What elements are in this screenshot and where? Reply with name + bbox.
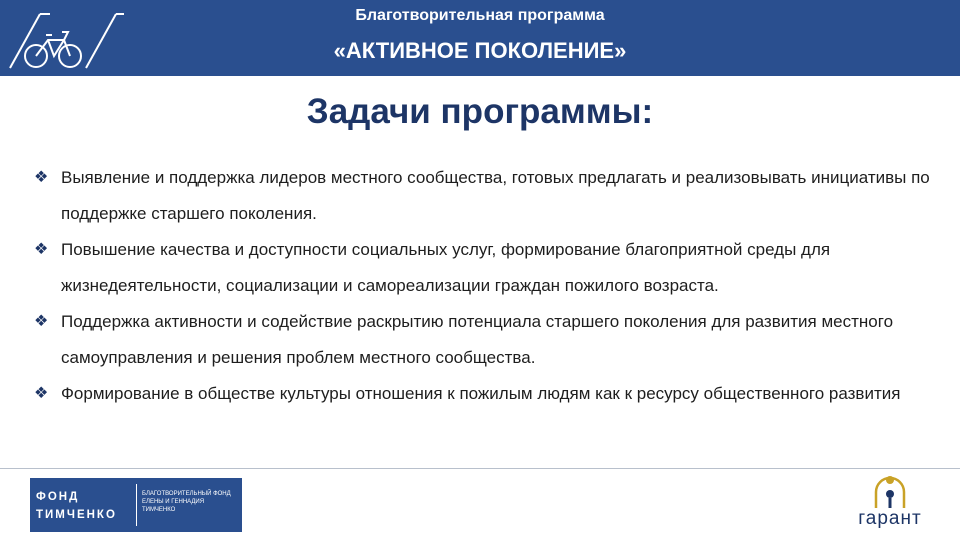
diamond-bullet-icon: ❖ bbox=[34, 241, 49, 258]
task-text: Повышение качества и доступности социальных услуг, формирование благоприятной среды для жизнедеятельности, социализации и самореализации граждан пожилого возраста. bbox=[61, 240, 831, 295]
fund-logo bbox=[30, 478, 242, 532]
header-banner bbox=[0, 0, 960, 76]
garant-logo bbox=[846, 472, 934, 536]
divider bbox=[136, 484, 137, 526]
task-text: Формирование в обществе культуры отношения к пожилым людям как к ресурсу общественного развития bbox=[61, 384, 901, 403]
task-text: Поддержка активности и содействие раскрытию потенциала старшего поколения для развития местного самоуправления и решения проблем местного сообщества. bbox=[61, 312, 894, 367]
fund-name: ФОНД ТИМЧЕНКО bbox=[36, 491, 117, 521]
program-label: Благотворительная программа bbox=[355, 7, 605, 24]
tasks-list bbox=[30, 160, 930, 412]
diamond-bullet-icon: ❖ bbox=[34, 313, 49, 330]
program-name: «АКТИВНОЕ ПОКОЛЕНИЕ» bbox=[333, 38, 627, 63]
list-item bbox=[30, 232, 930, 304]
garant-emblem-icon bbox=[846, 472, 934, 512]
diamond-bullet-icon: ❖ bbox=[34, 169, 49, 186]
list-item bbox=[30, 160, 930, 232]
diamond-bullet-icon: ❖ bbox=[34, 385, 49, 402]
list-item bbox=[30, 376, 930, 412]
list-item bbox=[30, 304, 930, 376]
fund-description: БЛАГОТВОРИТЕЛЬНЫЙ ФОНД ЕЛЕНЫ И ГЕННАДИЯ ТИМЧЕНКО bbox=[142, 491, 231, 513]
garant-name: гарант bbox=[858, 508, 922, 529]
task-text: Выявление и поддержка лидеров местного сообщества, готовых предлагать и реализовывать инициативы по поддержке старшего поколения. bbox=[61, 168, 930, 223]
page-title: Задачи программы: bbox=[306, 92, 654, 131]
